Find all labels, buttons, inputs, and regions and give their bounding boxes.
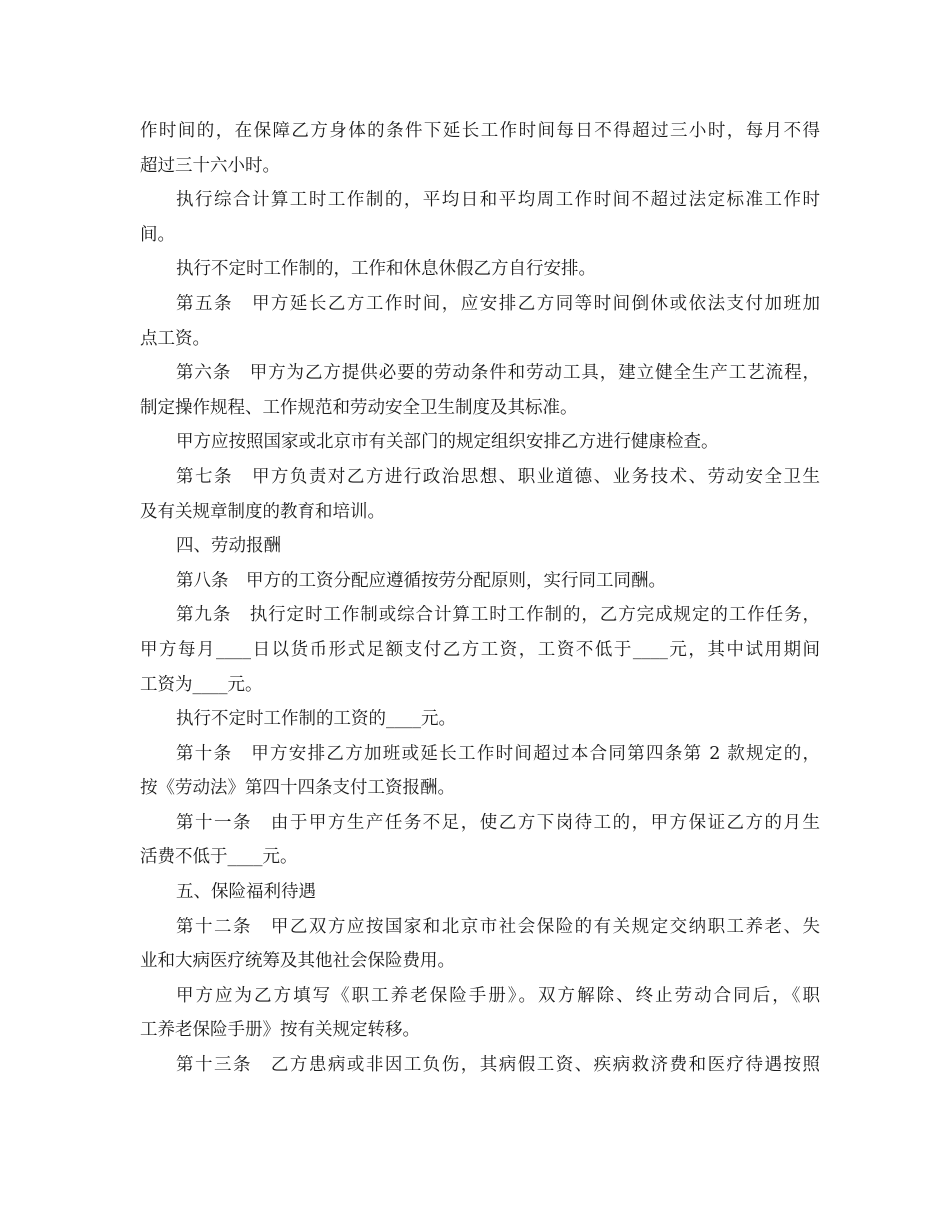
document-body [140, 114, 820, 1083]
text-line: 第五条 甲方延长乙方工作时间，应安排乙方同等时间倒休或依法支付加班加 [176, 293, 820, 314]
text-line: 第九条 执行定时工作制或综合计算工时工作制的，乙方完成规定的工作任务， [176, 605, 820, 626]
text-line: 作时间的，在保障乙方身体的条件下延长工作时间每日不得超过三小时，每月不得 [140, 121, 820, 141]
text-line: 按《劳动法》第四十四条支付工资报酬。 [140, 778, 455, 799]
text-line: 第六条 甲方为乙方提供必要的劳动条件和劳动工具，建立健全生产工艺流程， [176, 363, 820, 384]
text-line: 执行不定时工作制的工资的____元。 [176, 709, 456, 730]
text-line: 甲方每月____日以货币形式足额支付乙方工资，工资不低于____元，其中试用期间 [140, 639, 820, 660]
text-line: 甲方应按照国家或北京市有关部门的规定组织安排乙方进行健康检查。 [176, 432, 719, 453]
text-line: 执行综合计算工时工作制的，平均日和平均周工作时间不超过法定标准工作时 [176, 190, 820, 211]
section-heading: 五、保险福利待遇 [176, 882, 316, 903]
section-heading: 四、劳动报酬 [176, 536, 281, 557]
text-line: 制定操作规程、工作规范和劳动安全卫生制度及其标准。 [140, 397, 578, 418]
text-line: 业和大病医疗统筹及其他社会保险费用。 [140, 951, 455, 972]
text-line: 及有关规章制度的教育和培训。 [140, 501, 385, 522]
text-line: 第十一条 由于甲方生产任务不足，使乙方下岗待工的，甲方保证乙方的月生 [176, 812, 820, 833]
text-line: 第八条 甲方的工资分配应遵循按劳分配原则，实行同工同酬。 [176, 570, 666, 591]
text-line: 第十三条 乙方患病或非因工负伤，其病假工资、疾病救济费和医疗待遇按照 [176, 1055, 820, 1076]
text-line: 工资为____元。 [140, 674, 263, 695]
text-line: 第十二条 甲乙双方应按国家和北京市社会保险的有关规定交纳职工养老、失 [176, 916, 820, 937]
text-line: 第七条 甲方负责对乙方进行政治思想、职业道德、业务技术、劳动安全卫生 [176, 466, 820, 487]
text-line: 工养老保险手册》按有关规定转移。 [140, 1020, 420, 1041]
text-line: 超过三十六小时。 [140, 155, 280, 176]
text-line: 甲方应为乙方填写《职工养老保险手册》。双方解除、终止劳动合同后，《职 [176, 985, 820, 1006]
text-line: 点工资。 [140, 328, 210, 349]
text-line: 间。 [140, 224, 175, 245]
text-line: 执行不定时工作制的，工作和休息休假乙方自行安排。 [176, 259, 596, 280]
text-line: 第十条 甲方安排乙方加班或延长工作时间超过本合同第四条第 2 款规定的， [176, 743, 820, 764]
text-line: 活费不低于____元。 [140, 847, 298, 868]
